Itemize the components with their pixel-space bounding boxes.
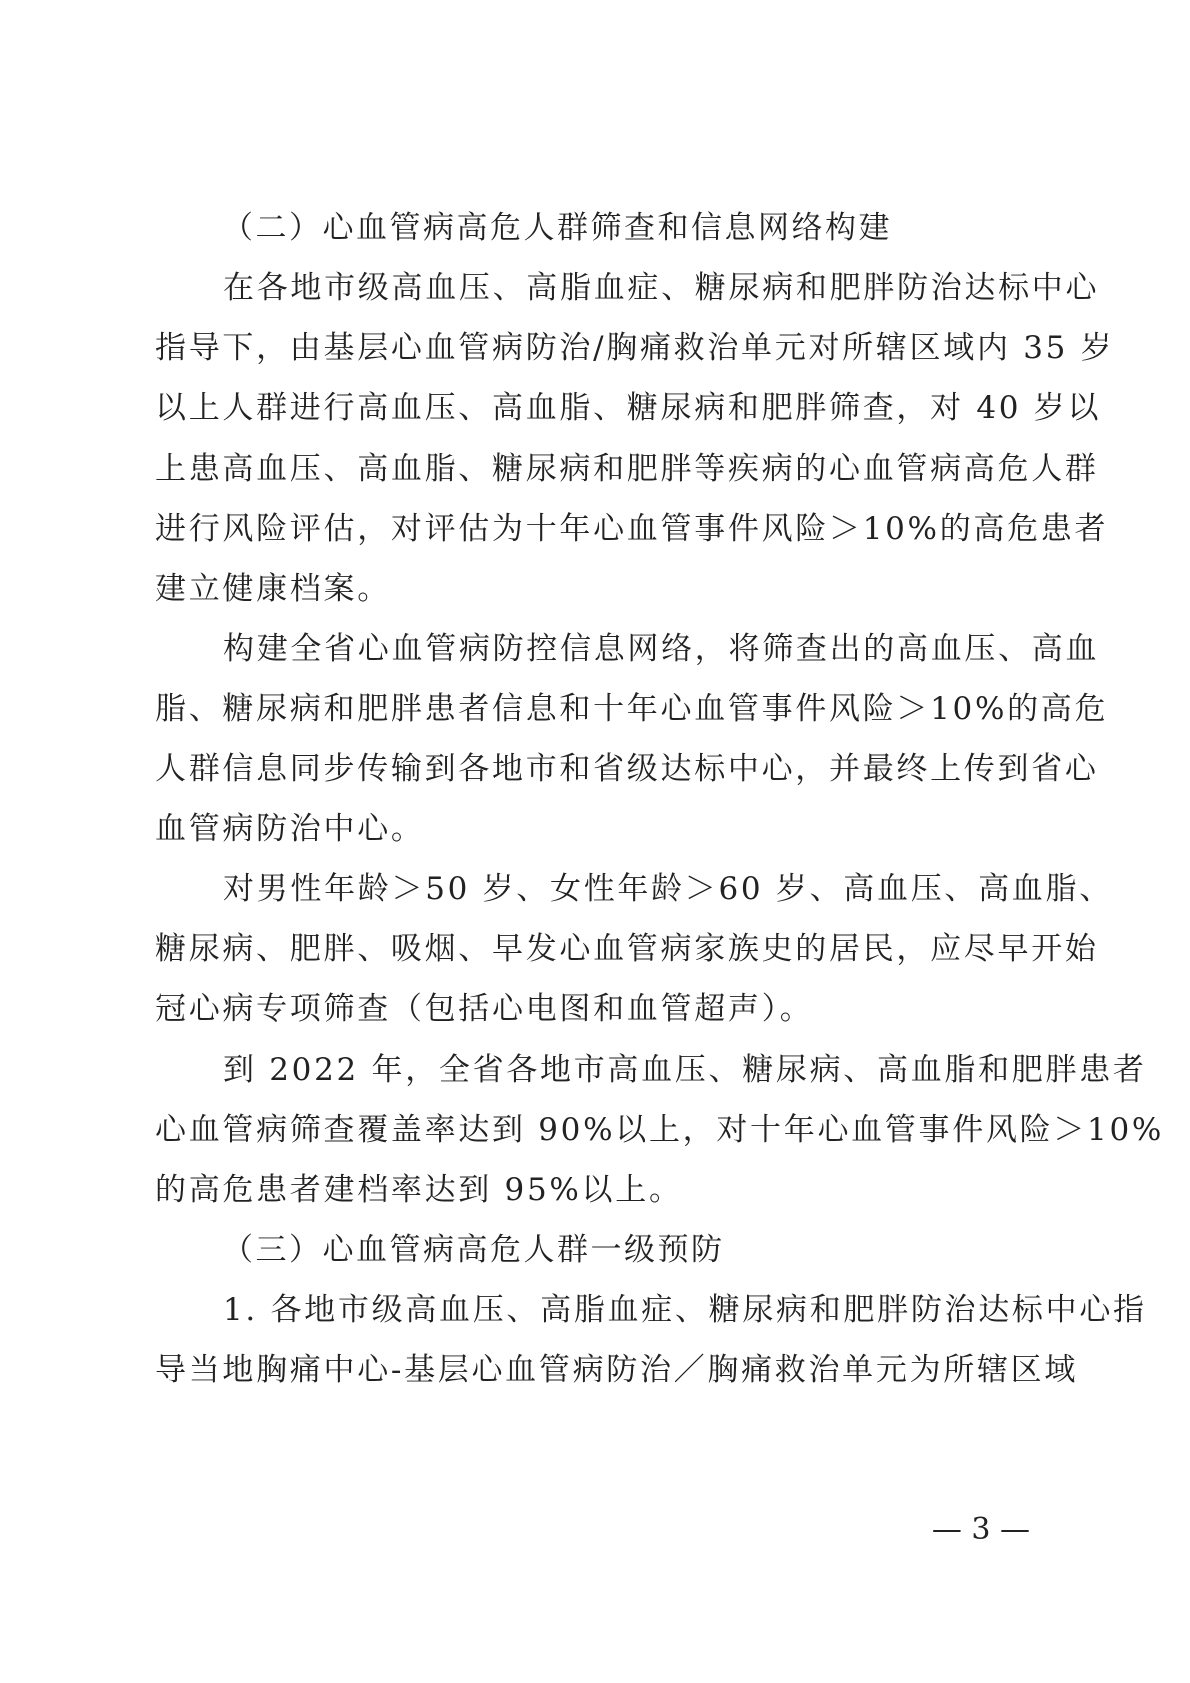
paragraph-line: 导当地胸痛中心-基层心血管病防治／胸痛救治单元为所辖区域	[155, 1352, 1079, 1388]
page-number: — 3 —	[931, 1512, 1030, 1547]
paragraph-line: 以上人群进行高血压、高血脂、糖尿病和肥胖筛查，对 40 岁以	[155, 390, 1102, 426]
paragraph-line: 糖尿病、肥胖、吸烟、早发心血管病家族史的居民，应尽早开始	[155, 931, 1099, 967]
paragraph-line: 上患高血压、高血脂、糖尿病和肥胖等疾病的心血管病高危人群	[155, 451, 1099, 487]
paragraph-line: 人群信息同步传输到各地市和省级达标中心，并最终上传到省心	[155, 751, 1099, 787]
section-heading-prevention: （三）心血管病高危人群一级预防	[222, 1232, 725, 1268]
paragraph-line: 1. 各地市级高血压、高脂血症、糖尿病和肥胖防治达标中心指	[223, 1292, 1147, 1328]
paragraph-line: 在各地市级高血压、高脂血症、糖尿病和肥胖防治达标中心	[223, 270, 1100, 306]
paragraph-line: 进行风险评估，对评估为十年心血管事件风险＞10%的高危患者	[155, 511, 1109, 547]
paragraph-line: 冠心病专项筛查（包括心电图和血管超声）。	[155, 991, 814, 1027]
section-heading-screening: （二）心血管病高危人群筛查和信息网络构建	[222, 210, 892, 246]
paragraph-line: 血管病防治中心。	[155, 811, 425, 847]
paragraph-line: 心血管病筛查覆盖率达到 90%以上，对十年心血管事件风险＞10%	[155, 1112, 1165, 1148]
paragraph-line: 脂、糖尿病和肥胖患者信息和十年心血管事件风险＞10%的高危	[155, 691, 1109, 727]
paragraph-line: 指导下，由基层心血管病防治/胸痛救治单元对所辖区域内 35 岁	[155, 330, 1115, 366]
paragraph-line: 的高危患者建档率达到 95%以上。	[155, 1172, 683, 1208]
paragraph-line: 构建全省心血管病防控信息网络，将筛查出的高血压、高血	[223, 631, 1100, 667]
paragraph-line: 到 2022 年，全省各地市高血压、糖尿病、高血脂和肥胖患者	[223, 1052, 1147, 1088]
paragraph-line: 建立健康档案。	[155, 571, 391, 607]
paragraph-line: 对男性年龄＞50 岁、女性年龄＞60 岁、高血压、高血脂、	[223, 871, 1113, 907]
